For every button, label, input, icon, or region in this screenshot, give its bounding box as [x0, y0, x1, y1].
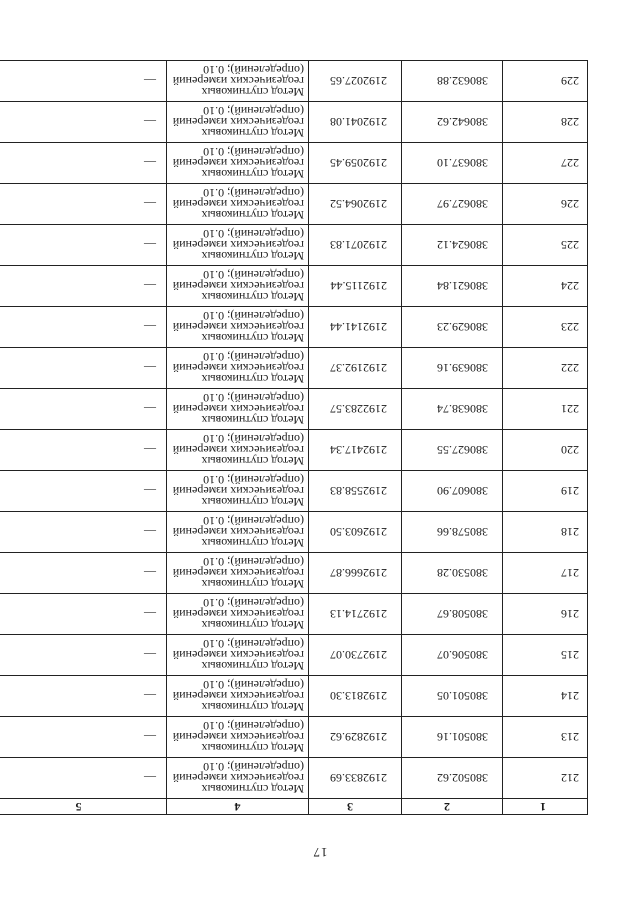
x-coordinate-cell: 380642.62 — [402, 102, 503, 143]
note-cell — [0, 717, 167, 758]
method-line: Метод спутниковых — [201, 208, 304, 223]
x-coordinate-cell: 380502.62 — [402, 758, 503, 799]
y-coordinate-cell: 2192714.13 — [309, 594, 402, 635]
note-dash: — — [144, 525, 156, 540]
note-dash: — — [144, 238, 156, 253]
method-line: геодезических измерений — [172, 197, 304, 212]
note-dash: — — [144, 484, 156, 499]
point-number-cell: 212 — [503, 758, 588, 799]
method-line: геодезических измерений — [172, 525, 304, 540]
table-row — [0, 184, 588, 225]
x-coordinate-cell: 380624.12 — [402, 225, 503, 266]
table-row — [0, 676, 588, 717]
point-number-cell: 224 — [503, 266, 588, 307]
method-line: (определений); 0.10 — [203, 514, 304, 529]
method-line: Метод спутниковых — [201, 454, 304, 469]
method-cell — [167, 225, 309, 266]
method-line: Метод спутниковых — [201, 126, 304, 141]
y-coordinate-cell: 2192829.62 — [309, 717, 402, 758]
note-dash: — — [144, 279, 156, 294]
note-cell — [0, 512, 167, 553]
y-coordinate-cell: 2192027.65 — [309, 61, 402, 102]
x-coordinate-cell: 380627.97 — [402, 184, 503, 225]
method-cell — [167, 676, 309, 717]
method-line: Метод спутниковых — [201, 782, 304, 797]
point-number-cell: 214 — [503, 676, 588, 717]
point-number-cell: 225 — [503, 225, 588, 266]
method-line: (определений); 0.10 — [203, 432, 304, 447]
x-coordinate-cell: 380607.90 — [402, 471, 503, 512]
table-row — [0, 430, 588, 471]
column-header: 2 — [402, 799, 503, 815]
note-dash: — — [144, 689, 156, 704]
method-line: Метод спутниковых — [201, 577, 304, 592]
coordinates-table — [0, 60, 588, 815]
method-line: геодезических измерений — [172, 74, 304, 89]
x-coordinate-cell: 380501.16 — [402, 717, 503, 758]
x-coordinate-cell: 380632.88 — [402, 61, 503, 102]
note-dash: — — [144, 156, 156, 171]
note-cell — [0, 143, 167, 184]
method-line: (определений); 0.10 — [203, 391, 304, 406]
y-coordinate-cell: 2192813.30 — [309, 676, 402, 717]
method-cell — [167, 512, 309, 553]
table-header-row — [0, 799, 588, 815]
table-row — [0, 102, 588, 143]
method-cell — [167, 102, 309, 143]
method-line: геодезических измерений — [172, 320, 304, 335]
method-line: (определений); 0.10 — [203, 350, 304, 365]
point-number-cell: 222 — [503, 348, 588, 389]
x-coordinate-cell: 380501.05 — [402, 676, 503, 717]
method-line: (определений); 0.10 — [203, 227, 304, 242]
table-row — [0, 266, 588, 307]
method-line: (определений); 0.10 — [203, 555, 304, 570]
method-line: (определений); 0.10 — [203, 309, 304, 324]
x-coordinate-cell: 380508.67 — [402, 594, 503, 635]
page-number: 17 — [312, 845, 328, 860]
method-line: геодезических измерений — [172, 607, 304, 622]
x-coordinate-cell: 380621.84 — [402, 266, 503, 307]
table-row — [0, 758, 588, 799]
table-row — [0, 635, 588, 676]
x-coordinate-cell: 380578.66 — [402, 512, 503, 553]
note-dash: — — [144, 74, 156, 89]
y-coordinate-cell: 2192833.69 — [309, 758, 402, 799]
column-header: 1 — [503, 799, 588, 815]
method-cell — [167, 471, 309, 512]
y-coordinate-cell: 2192417.34 — [309, 430, 402, 471]
note-cell — [0, 225, 167, 266]
point-number-cell: 220 — [503, 430, 588, 471]
method-cell — [167, 758, 309, 799]
x-coordinate-cell: 380530.28 — [402, 553, 503, 594]
note-cell — [0, 184, 167, 225]
note-dash: — — [144, 115, 156, 130]
method-line: Метод спутниковых — [201, 618, 304, 633]
method-line: геодезических измерений — [172, 443, 304, 458]
x-coordinate-cell: 380629.23 — [402, 307, 503, 348]
note-dash: — — [144, 566, 156, 581]
y-coordinate-cell: 2192071.83 — [309, 225, 402, 266]
method-line: Метод спутниковых — [201, 741, 304, 756]
y-coordinate-cell: 2192558.83 — [309, 471, 402, 512]
method-line: Метод спутниковых — [201, 536, 304, 551]
note-dash: — — [144, 771, 156, 786]
note-cell — [0, 676, 167, 717]
method-line: Метод спутниковых — [201, 700, 304, 715]
method-cell — [167, 594, 309, 635]
note-cell — [0, 102, 167, 143]
method-line: (определений); 0.10 — [203, 145, 304, 160]
method-cell — [167, 430, 309, 471]
point-number-cell: 216 — [503, 594, 588, 635]
x-coordinate-cell: 380638.74 — [402, 389, 503, 430]
method-line: (определений); 0.10 — [203, 760, 304, 775]
column-header: 3 — [309, 799, 402, 815]
note-dash: — — [144, 607, 156, 622]
table-row — [0, 389, 588, 430]
note-dash: — — [144, 730, 156, 745]
method-cell — [167, 143, 309, 184]
note-cell — [0, 61, 167, 102]
point-number-cell: 221 — [503, 389, 588, 430]
method-cell — [167, 348, 309, 389]
method-line: (определений); 0.10 — [203, 719, 304, 734]
note-cell — [0, 758, 167, 799]
method-line: геодезических измерений — [172, 402, 304, 417]
method-cell — [167, 553, 309, 594]
note-cell — [0, 553, 167, 594]
note-dash: — — [144, 320, 156, 335]
method-cell — [167, 184, 309, 225]
x-coordinate-cell: 380506.07 — [402, 635, 503, 676]
note-cell — [0, 348, 167, 389]
note-dash: — — [144, 443, 156, 458]
method-line: геодезических измерений — [172, 156, 304, 171]
point-number-cell: 219 — [503, 471, 588, 512]
x-coordinate-cell: 380639.16 — [402, 348, 503, 389]
method-line: Метод спутниковых — [201, 85, 304, 100]
y-coordinate-cell: 2192192.37 — [309, 348, 402, 389]
note-cell — [0, 635, 167, 676]
method-line: геодезических измерений — [172, 279, 304, 294]
y-coordinate-cell: 2192283.57 — [309, 389, 402, 430]
method-line: (определений); 0.10 — [203, 637, 304, 652]
table-row — [0, 143, 588, 184]
point-number-cell: 226 — [503, 184, 588, 225]
method-line: Метод спутниковых — [201, 290, 304, 305]
method-line: (определений); 0.10 — [203, 186, 304, 201]
y-coordinate-cell: 2192059.45 — [309, 143, 402, 184]
method-line: геодезических измерений — [172, 566, 304, 581]
method-cell — [167, 266, 309, 307]
y-coordinate-cell: 2192115.44 — [309, 266, 402, 307]
y-coordinate-cell: 2192666.87 — [309, 553, 402, 594]
method-line: геодезических измерений — [172, 648, 304, 663]
table-row — [0, 512, 588, 553]
table-row — [0, 61, 588, 102]
method-line: Метод спутниковых — [201, 495, 304, 510]
point-number-cell: 215 — [503, 635, 588, 676]
method-line: Метод спутниковых — [201, 249, 304, 264]
note-dash: — — [144, 648, 156, 663]
column-header: 4 — [167, 799, 309, 815]
method-cell — [167, 389, 309, 430]
table-body — [0, 61, 588, 799]
method-line: геодезических измерений — [172, 771, 304, 786]
method-line: Метод спутниковых — [201, 413, 304, 428]
table-row — [0, 553, 588, 594]
note-cell — [0, 471, 167, 512]
note-dash: — — [144, 402, 156, 417]
note-cell — [0, 307, 167, 348]
table-row — [0, 594, 588, 635]
method-line: геодезических измерений — [172, 361, 304, 376]
point-number-cell: 218 — [503, 512, 588, 553]
table-row — [0, 307, 588, 348]
point-number-cell: 223 — [503, 307, 588, 348]
x-coordinate-cell: 380637.10 — [402, 143, 503, 184]
method-line: геодезических измерений — [172, 689, 304, 704]
y-coordinate-cell: 2192141.44 — [309, 307, 402, 348]
method-line: Метод спутниковых — [201, 167, 304, 182]
method-line: геодезических измерений — [172, 730, 304, 745]
note-dash: — — [144, 197, 156, 212]
method-line: (определений); 0.10 — [203, 678, 304, 693]
method-line: геодезических измерений — [172, 238, 304, 253]
point-number-cell: 227 — [503, 143, 588, 184]
note-dash: — — [144, 361, 156, 376]
method-cell — [167, 61, 309, 102]
method-line: (определений); 0.10 — [203, 268, 304, 283]
method-line: геодезических измерений — [172, 115, 304, 130]
method-cell — [167, 307, 309, 348]
note-cell — [0, 389, 167, 430]
x-coordinate-cell: 380627.55 — [402, 430, 503, 471]
table-row — [0, 717, 588, 758]
point-number-cell: 228 — [503, 102, 588, 143]
method-line: Метод спутниковых — [201, 331, 304, 346]
method-line: (определений); 0.10 — [203, 473, 304, 488]
method-line: геодезических измерений — [172, 484, 304, 499]
note-cell — [0, 430, 167, 471]
method-line: Метод спутниковых — [201, 372, 304, 387]
column-header: 5 — [0, 799, 167, 815]
note-cell — [0, 266, 167, 307]
table-row — [0, 348, 588, 389]
point-number-cell: 217 — [503, 553, 588, 594]
table-row — [0, 225, 588, 266]
point-number-cell: 229 — [503, 61, 588, 102]
method-line: (определений); 0.10 — [203, 104, 304, 119]
y-coordinate-cell: 2192730.07 — [309, 635, 402, 676]
method-cell — [167, 717, 309, 758]
method-line: (определений); 0.10 — [203, 63, 304, 78]
y-coordinate-cell: 2192041.08 — [309, 102, 402, 143]
method-line: (определений); 0.10 — [203, 596, 304, 611]
method-cell — [167, 635, 309, 676]
y-coordinate-cell: 2192603.50 — [309, 512, 402, 553]
method-line: Метод спутниковых — [201, 659, 304, 674]
point-number-cell: 213 — [503, 717, 588, 758]
y-coordinate-cell: 2192064.52 — [309, 184, 402, 225]
note-cell — [0, 594, 167, 635]
table-row — [0, 471, 588, 512]
